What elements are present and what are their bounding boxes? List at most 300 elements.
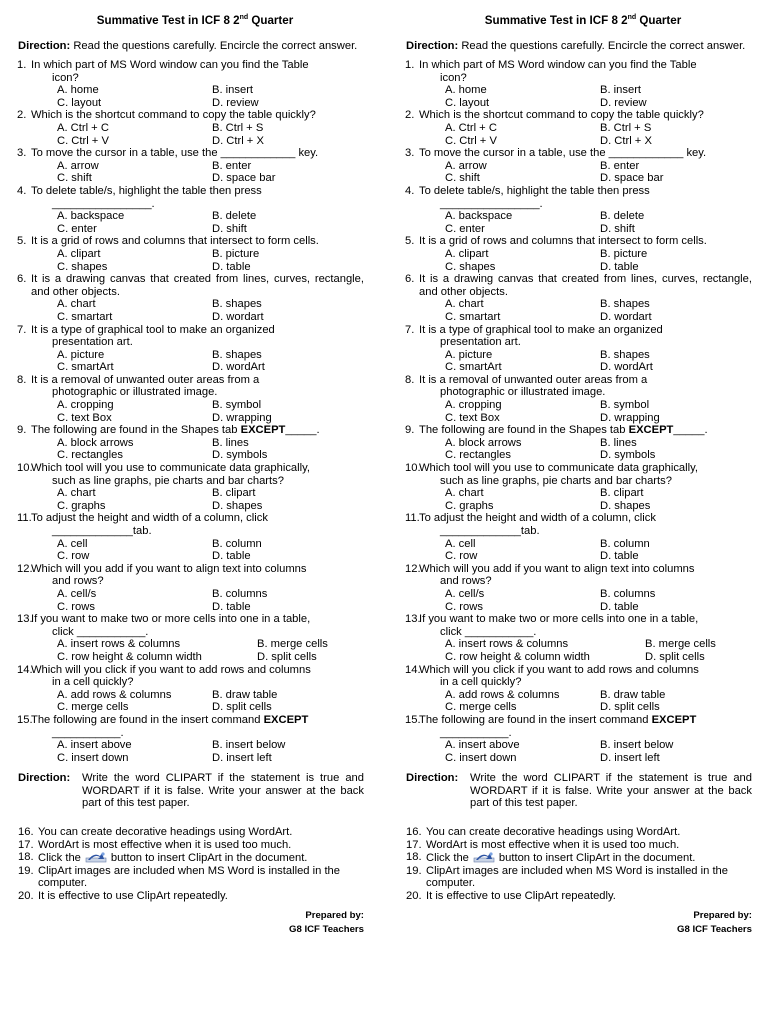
option-b[interactable]: B. picture	[212, 247, 260, 260]
question-number: 11.	[17, 512, 32, 525]
question-item	[406, 374, 752, 424]
option-d[interactable]: D. insert left	[600, 751, 660, 764]
option-b[interactable]: B. merge cells	[257, 638, 328, 651]
option-b[interactable]: B. delete	[212, 210, 257, 223]
answer-options	[419, 84, 752, 109]
option-d[interactable]: D. symbols	[600, 449, 656, 462]
option-c[interactable]: C. row height & column width	[57, 650, 202, 663]
option-c[interactable]: C. enter	[445, 222, 485, 235]
question-text: The following are found in the insert command	[31, 713, 264, 726]
option-a[interactable]: A. arrow	[445, 159, 487, 172]
option-d[interactable]: D. space bar	[212, 172, 276, 185]
option-b[interactable]: B. columns	[600, 587, 656, 600]
statement-number: 16.	[18, 826, 34, 839]
question-stem	[419, 563, 752, 588]
question-stem	[31, 563, 364, 588]
option-a[interactable]: A. home	[57, 84, 99, 97]
question-continuation: ___________.	[440, 726, 512, 739]
option-b[interactable]: B. delete	[600, 210, 645, 223]
option-c[interactable]: C. insert down	[57, 751, 129, 764]
answer-options	[419, 248, 752, 273]
option-c[interactable]: C. insert down	[445, 751, 517, 764]
statement-item	[18, 890, 364, 903]
question-continuation: _____________tab.	[440, 525, 540, 538]
option-c[interactable]: C. merge cells	[57, 701, 129, 714]
question-item	[18, 563, 364, 613]
question-number: 7.	[405, 323, 415, 336]
option-a[interactable]: A. add rows & columns	[57, 688, 172, 701]
option-a[interactable]: A. cell	[57, 537, 88, 550]
option-d[interactable]: D. wordart	[600, 310, 652, 323]
question-continuation: and rows?	[52, 575, 104, 588]
question-item	[18, 324, 364, 374]
option-b[interactable]: B. columns	[212, 587, 268, 600]
question-continuation: click ___________.	[440, 625, 537, 638]
answer-options	[31, 739, 364, 764]
option-c[interactable]: C. layout	[57, 96, 102, 109]
option-a[interactable]: A. cropping	[57, 399, 114, 412]
question-number: 1.	[17, 59, 27, 72]
option-a[interactable]: A. backspace	[57, 210, 125, 223]
option-d[interactable]: D. wordart	[212, 310, 264, 323]
option-d[interactable]: D. table	[212, 550, 251, 563]
question-emphasis: EXCEPT	[628, 424, 674, 437]
answer-options	[31, 349, 364, 374]
option-d[interactable]: D. shift	[212, 222, 247, 235]
title-text: Summative Test in ICF 8 2	[96, 13, 240, 27]
option-b[interactable]: B. lines	[600, 436, 637, 449]
answer-options	[31, 160, 364, 185]
option-c[interactable]: C. smartArt	[445, 361, 502, 374]
option-a[interactable]: A. Ctrl + C	[445, 122, 497, 135]
option-c[interactable]: C. row height & column width	[445, 650, 590, 663]
option-a[interactable]: A. cell/s	[445, 587, 485, 600]
direction-label: Direction:	[18, 40, 71, 53]
option-b[interactable]: B. symbol	[212, 399, 262, 412]
statement-item	[18, 865, 364, 890]
option-a[interactable]: A. cell	[445, 537, 476, 550]
question-continuation: photographic or illustrated image.	[52, 386, 218, 399]
option-a[interactable]: A. cropping	[445, 399, 502, 412]
statement-text: WordArt is most effective when it is used too much.	[426, 838, 680, 851]
question-continuation: such as line graphs, pie charts and bar charts?	[440, 474, 672, 487]
question-text: Which will you click if you want to add rows and columns	[419, 663, 699, 676]
question-item	[18, 613, 364, 663]
option-b[interactable]: B. insert below	[212, 739, 286, 752]
answer-options	[419, 588, 752, 613]
question-text: Which will you add if you want to align text into columns	[31, 562, 307, 575]
question-text: To adjust the height and width of a column, click	[419, 512, 656, 525]
option-b[interactable]: B. shapes	[600, 298, 650, 311]
option-a[interactable]: A. add rows & columns	[445, 688, 560, 701]
option-b[interactable]: B. column	[600, 537, 650, 550]
question-stem	[31, 462, 364, 487]
option-b[interactable]: B. shapes	[212, 298, 262, 311]
statement-number: 16.	[406, 826, 422, 839]
question-number: 4.	[17, 184, 27, 197]
option-d[interactable]: D. shift	[600, 222, 635, 235]
question-stem	[31, 235, 364, 248]
option-a[interactable]: A. home	[445, 84, 487, 97]
option-c[interactable]: C. rectangles	[57, 449, 123, 462]
question-stem	[31, 424, 364, 437]
question-number: 12.	[405, 562, 421, 575]
question-item	[18, 664, 364, 714]
question-continuation: icon?	[52, 71, 79, 84]
option-b[interactable]: B. symbol	[600, 399, 650, 412]
option-a[interactable]: A. picture	[57, 348, 105, 361]
question-number: 15.	[405, 713, 421, 726]
option-c[interactable]: C. graphs	[445, 499, 494, 512]
option-d[interactable]: D. table	[600, 600, 639, 613]
question-number: 8.	[405, 373, 415, 386]
question-item	[406, 462, 752, 512]
question-stem	[419, 664, 752, 689]
question-text: To move the cursor in a table, use the ____________ key.	[31, 147, 319, 160]
option-a[interactable]: A. arrow	[57, 159, 99, 172]
option-c[interactable]: C. row	[445, 550, 478, 563]
option-d[interactable]: D. split cells	[600, 701, 660, 714]
question-number: 9.	[405, 424, 415, 437]
statement-text: You can create decorative headings using WordArt.	[38, 826, 293, 839]
question-continuation: icon?	[440, 71, 467, 84]
answer-options	[419, 298, 752, 323]
option-c[interactable]: C. Ctrl + V	[57, 134, 109, 147]
answer-options	[419, 122, 752, 147]
option-b[interactable]: B. merge cells	[645, 638, 716, 651]
statement-text: You can create decorative headings using WordArt.	[426, 826, 681, 839]
question-number: 5.	[405, 235, 415, 248]
option-c[interactable]: C. smartArt	[57, 361, 114, 374]
option-b[interactable]: B. lines	[212, 436, 249, 449]
option-d[interactable]: D. Ctrl + X	[212, 134, 264, 147]
test-copy-left	[18, 12, 364, 937]
question-text: To delete table/s, highlight the table then press	[31, 184, 262, 197]
direction-label: Direction:	[18, 772, 71, 785]
option-d[interactable]: D. table	[212, 600, 251, 613]
option-d[interactable]: D. space bar	[600, 172, 664, 185]
option-c[interactable]: C. shapes	[445, 260, 496, 273]
option-b[interactable]: B. draw table	[212, 688, 278, 701]
question-item	[18, 235, 364, 273]
option-c[interactable]: C. shift	[445, 172, 480, 185]
question-text: It is a grid of rows and columns that intersect to form cells.	[31, 235, 319, 248]
statement-number: 18.	[406, 851, 422, 864]
question-stem	[419, 462, 752, 487]
option-d[interactable]: D. shapes	[212, 499, 263, 512]
option-a[interactable]: A. insert rows & columns	[445, 638, 569, 651]
option-b[interactable]: B. enter	[600, 159, 640, 172]
direction-true-false	[18, 772, 364, 810]
question-text: It is a drawing canvas that created from lines, curves, rectangle, and other objects.	[419, 273, 752, 298]
question-stem	[419, 424, 752, 437]
question-number: 2.	[17, 109, 27, 122]
question-continuation: presentation art.	[440, 336, 521, 349]
question-text: It is a type of graphical tool to make an organized	[31, 323, 275, 336]
answer-options	[31, 487, 364, 512]
question-number: 9.	[17, 424, 27, 437]
question-item	[406, 235, 752, 273]
option-a[interactable]: A. insert above	[445, 739, 520, 752]
option-b[interactable]: B. Ctrl + S	[212, 122, 264, 135]
option-d[interactable]: D. table	[212, 260, 251, 273]
question-stem	[419, 324, 752, 349]
question-item	[406, 273, 752, 323]
question-continuation: such as line graphs, pie charts and bar charts?	[52, 474, 284, 487]
question-emphasis: EXCEPT	[651, 713, 697, 726]
question-item	[18, 147, 364, 185]
question-number: 8.	[17, 373, 27, 386]
option-a[interactable]: A. chart	[445, 487, 484, 500]
statement-number: 17.	[18, 838, 34, 851]
prepared-by-label: Prepared by:	[693, 909, 752, 921]
question-number: 13.	[405, 613, 421, 626]
option-b[interactable]: B. draw table	[600, 688, 666, 701]
question-item	[406, 512, 752, 562]
question-text: If you want to make two or more cells into one in a table,	[31, 613, 311, 626]
answer-options	[419, 437, 752, 462]
option-a[interactable]: A. block arrows	[445, 436, 522, 449]
option-d[interactable]: D. split cells	[212, 701, 272, 714]
option-a[interactable]: A. insert above	[57, 739, 132, 752]
option-a[interactable]: A. chart	[57, 487, 96, 500]
direction-text: Write the word CLIPART if the statement is true and WORDART if it is false. Write your answer at the back part of this test paper.	[470, 772, 752, 810]
question-number: 11.	[405, 512, 420, 525]
option-d[interactable]: D. split cells	[645, 650, 705, 663]
question-stem	[31, 613, 364, 638]
question-continuation: in a cell quickly?	[440, 676, 522, 689]
option-d[interactable]: D. symbols	[212, 449, 268, 462]
answer-options	[31, 399, 364, 424]
clipart-button-icon	[473, 851, 495, 863]
question-stem	[31, 512, 364, 537]
statement-number: 20.	[406, 890, 422, 903]
question-text: It is a drawing canvas that created from lines, curves, rectangle, and other objects.	[31, 273, 364, 298]
title-superscript: nd	[627, 14, 637, 21]
question-item	[406, 147, 752, 185]
statement-item	[18, 851, 364, 865]
direction-multiple-choice	[406, 40, 752, 53]
option-c[interactable]: C. graphs	[57, 499, 106, 512]
question-stem	[419, 613, 752, 638]
option-a[interactable]: A. block arrows	[57, 436, 134, 449]
option-c[interactable]: C. shapes	[57, 260, 108, 273]
question-number: 6.	[405, 273, 415, 286]
option-d[interactable]: D. wordArt	[212, 361, 265, 374]
question-text: Which is the shortcut command to copy the table quickly?	[31, 109, 316, 122]
statement-text: Click the	[38, 852, 81, 865]
statement-item	[18, 839, 364, 852]
option-b[interactable]: B. clipart	[600, 487, 644, 500]
option-d[interactable]: D. table	[600, 260, 639, 273]
question-item	[18, 185, 364, 235]
option-d[interactable]: D. wordArt	[600, 361, 653, 374]
question-continuation: in a cell quickly?	[52, 676, 134, 689]
clipart-button-icon	[85, 851, 107, 863]
question-continuation: presentation art.	[52, 336, 133, 349]
prepared-by-label: Prepared by:	[305, 909, 364, 921]
option-a[interactable]: A. chart	[445, 298, 484, 311]
question-number: 4.	[405, 184, 415, 197]
prepared-by	[406, 909, 752, 937]
question-stem	[31, 185, 364, 210]
option-a[interactable]: A. backspace	[445, 210, 513, 223]
direction-label: Direction:	[406, 772, 459, 785]
option-c[interactable]: C. enter	[57, 222, 97, 235]
option-c[interactable]: C. text Box	[57, 411, 112, 424]
answer-options	[31, 437, 364, 462]
option-b[interactable]: B. column	[212, 537, 262, 550]
question-number: 6.	[17, 273, 27, 286]
answer-options	[419, 487, 752, 512]
question-item	[406, 714, 752, 764]
question-text: To move the cursor in a table, use the ____________ key.	[419, 147, 707, 160]
option-d[interactable]: D. wrapping	[600, 411, 660, 424]
option-b[interactable]: B. clipart	[212, 487, 256, 500]
option-b[interactable]: B. insert	[212, 84, 254, 97]
option-c[interactable]: C. shift	[57, 172, 92, 185]
question-emphasis: EXCEPT	[263, 713, 309, 726]
question-text: To adjust the height and width of a column, click	[31, 512, 268, 525]
option-b[interactable]: B. shapes	[600, 348, 650, 361]
answer-options	[419, 538, 752, 563]
title-quarter: Quarter	[636, 13, 682, 27]
test-copy-right	[406, 12, 752, 937]
question-continuation: and rows?	[440, 575, 492, 588]
question-continuation: click ___________.	[52, 625, 149, 638]
question-stem	[419, 59, 752, 84]
question-number: 7.	[17, 323, 27, 336]
answer-options	[31, 248, 364, 273]
question-item	[18, 273, 364, 323]
question-item	[18, 714, 364, 764]
question-text: Which is the shortcut command to copy the table quickly?	[419, 109, 704, 122]
direction-text: Write the word CLIPART if the statement is true and WORDART if it is false. Write your answer at the back part of this test paper.	[82, 772, 364, 810]
option-c[interactable]: C. rows	[445, 600, 483, 613]
direction-text: Read the questions carefully. Encircle the correct answer.	[458, 40, 746, 53]
question-number: 1.	[405, 59, 415, 72]
statement-item	[18, 826, 364, 839]
option-a[interactable]: A. clipart	[57, 247, 101, 260]
answer-options	[419, 689, 752, 714]
statement-text: It is effective to use ClipArt repeatedly.	[38, 890, 228, 903]
option-c[interactable]: C. merge cells	[445, 701, 517, 714]
statement-text: Click the	[426, 852, 469, 865]
question-stem	[419, 374, 752, 399]
question-text: In which part of MS Word window can you find the Table	[31, 59, 309, 72]
answer-options	[31, 84, 364, 109]
question-item	[18, 424, 364, 462]
question-continuation: _____________tab.	[52, 525, 152, 538]
answer-options	[31, 638, 364, 663]
statement-item	[406, 851, 752, 865]
question-text: To delete table/s, highlight the table then press	[419, 184, 650, 197]
question-text: Which will you add if you want to align text into columns	[419, 562, 695, 575]
question-item	[406, 563, 752, 613]
option-a[interactable]: A. Ctrl + C	[57, 122, 109, 135]
question-item	[406, 109, 752, 147]
option-d[interactable]: D. review	[600, 96, 647, 109]
option-c[interactable]: C. rectangles	[445, 449, 511, 462]
answer-options	[419, 638, 752, 663]
statement-text: ClipArt images are included when MS Word is installed in the computer.	[38, 864, 340, 890]
option-c[interactable]: C. Ctrl + V	[445, 134, 497, 147]
option-d[interactable]: D. table	[600, 550, 639, 563]
question-number: 14.	[17, 663, 33, 676]
statement-item	[406, 865, 752, 890]
option-d[interactable]: D. wrapping	[212, 411, 272, 424]
question-stem	[419, 185, 752, 210]
option-c[interactable]: C. smartart	[445, 310, 501, 323]
question-text: The following are found in the insert command	[419, 713, 652, 726]
option-a[interactable]: A. picture	[445, 348, 493, 361]
option-b[interactable]: B. Ctrl + S	[600, 122, 652, 135]
option-d[interactable]: D. review	[212, 96, 259, 109]
question-text: It is a removal of unwanted outer areas from a	[419, 373, 648, 386]
question-stem	[419, 273, 752, 298]
statement-text: It is effective to use ClipArt repeatedly.	[426, 890, 616, 903]
question-stem	[419, 147, 752, 160]
question-item	[406, 664, 752, 714]
option-d[interactable]: D. shapes	[600, 499, 651, 512]
question-stem	[31, 324, 364, 349]
option-d[interactable]: D. insert left	[212, 751, 272, 764]
option-c[interactable]: C. text Box	[445, 411, 500, 424]
answer-options	[419, 399, 752, 424]
option-c[interactable]: C. smartart	[57, 310, 113, 323]
option-b[interactable]: B. insert below	[600, 739, 674, 752]
question-emphasis: EXCEPT	[240, 424, 286, 437]
answer-options	[31, 298, 364, 323]
option-a[interactable]: A. insert rows & columns	[57, 638, 181, 651]
direction-true-false	[406, 772, 752, 810]
option-d[interactable]: D. split cells	[257, 650, 317, 663]
statement-item	[406, 839, 752, 852]
option-b[interactable]: B. enter	[212, 159, 252, 172]
option-c[interactable]: C. layout	[445, 96, 490, 109]
question-item	[18, 374, 364, 424]
question-text: Which will you click if you want to add rows and columns	[31, 663, 311, 676]
statement-text-continued: button to insert ClipArt in the document.	[110, 852, 308, 865]
question-item	[406, 424, 752, 462]
option-d[interactable]: D. Ctrl + X	[600, 134, 652, 147]
question-blank: _____.	[285, 424, 320, 437]
question-continuation: photographic or illustrated image.	[440, 386, 606, 399]
answer-options	[419, 349, 752, 374]
question-blank: _____.	[673, 424, 708, 437]
answer-options	[31, 210, 364, 235]
option-b[interactable]: B. picture	[600, 247, 648, 260]
option-b[interactable]: B. shapes	[212, 348, 262, 361]
answer-options	[419, 160, 752, 185]
statement-number: 20.	[18, 890, 34, 903]
question-number: 10.	[17, 462, 33, 475]
option-c[interactable]: C. rows	[57, 600, 95, 613]
question-text: Which tool will you use to communicate data graphically,	[31, 462, 310, 475]
question-text: If you want to make two or more cells into one in a table,	[419, 613, 699, 626]
teachers-name: G8 ICF Teachers	[288, 923, 364, 935]
question-stem	[31, 374, 364, 399]
question-number: 10.	[405, 462, 421, 475]
option-a[interactable]: A. chart	[57, 298, 96, 311]
question-text: It is a removal of unwanted outer areas from a	[31, 373, 260, 386]
option-a[interactable]: A. clipart	[445, 247, 489, 260]
option-c[interactable]: C. row	[57, 550, 90, 563]
option-b[interactable]: B. insert	[600, 84, 642, 97]
statement-number: 17.	[406, 838, 422, 851]
question-number: 3.	[405, 147, 415, 160]
option-a[interactable]: A. cell/s	[57, 587, 97, 600]
